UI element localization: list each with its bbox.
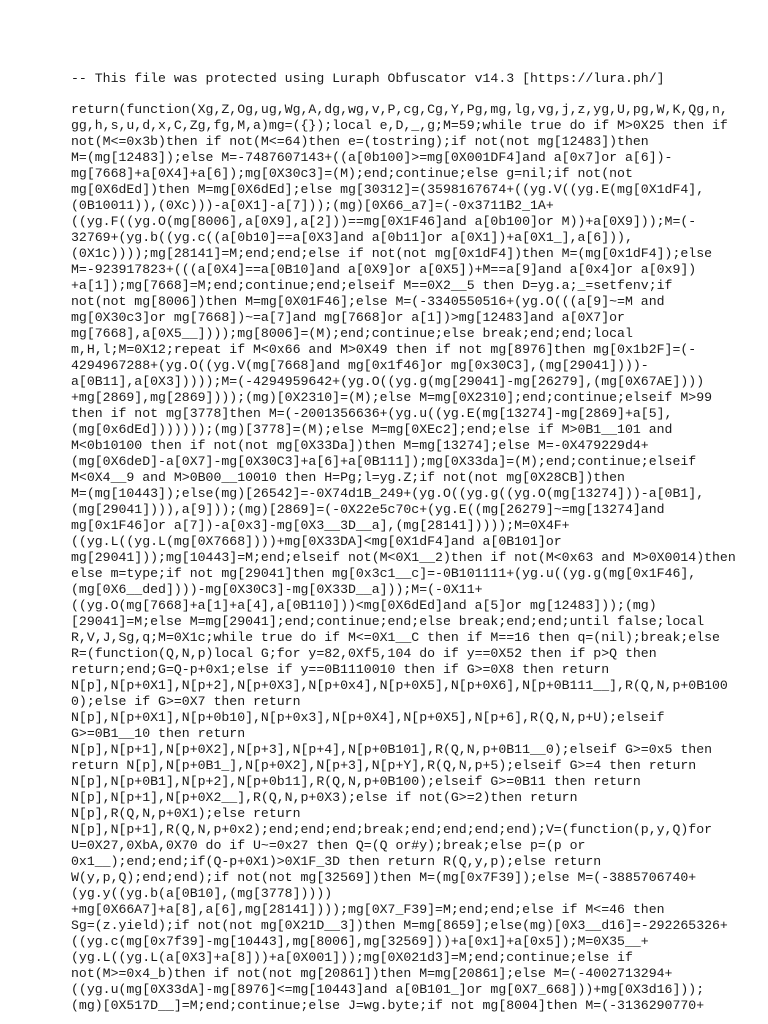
code-line: mg[0X6dEd])then M=mg[0X6dEd];else mg[30312]=(3598167674+((yg.V((yg.E(mg[0X1dF4], [71,182,705,197]
code-line: +mg[2869],mg[2869])));(mg)[0X2310]=(M);else M=mg[0X2310];end;continue;elseif M>99 [71,390,713,405]
code-line: N[p],N[p+0B1],N[p+2],N[p+0b11],R(Q,N,p+0B100);elseif G>=0B11 then return [71,774,641,789]
code-line: (mg[0X6__ded])))-mg[0X30C3]-mg[0X33D__a]));M=(-0X11+ [71,582,483,597]
code-line: mg[29041]));mg[10443]=M;end;elseif not(M<0X1__2)then if not(M<0x63 and M>0X0014)then [71,550,736,565]
code-line: ((yg.c(mg[0x7f39]-mg[10443],mg[8006],mg[32569]))+a[0x1]+a[0x5]);M=0X35__+ [71,934,649,949]
code-line: 4294967288+(yg.O((yg.V(mg[7668]and mg[0x1f46]or mg[0x30C3],(mg[29041])))- [71,358,649,373]
code-line: not(M>=0x4_b)then if not(not mg[20861])then M=mg[20861];else M=(-4002713294+ [71,966,673,981]
header-comment: -- This file was protected using Luraph Obfuscator v14.3 [https://lura.ph/] [71,71,665,86]
code-line: N[p],N[p+1],N[p+0X2__],R(Q,N,p+0X3);else if not(G>=2)then return [71,790,578,805]
code-line: M<0b10100 then if not(not mg[0X33Da])then M=mg[13274];else M=-0X479229d4+ [71,438,649,453]
code-line: M=(mg[12483]);else M=-7487607143+((a[0b100]>=mg[0X001DF4]and a[0x7]or a[6])- [71,150,673,165]
code-line: (mg)[0X517D__]=M;end;continue;else J=wg.byte;if not mg[8004]then M=(-3136290770+ [71,998,705,1013]
code-line: (0B10011)),(0Xc)))-a[0X1]-a[7]));(mg)[0X66_a7]=(-0x3711B2_1A+ [71,198,554,213]
code-line: mg[7668]+a[0X4]+a[6]);mg[0X30c3]=(M);end;continue;else g=nil;if not(not [71,166,633,181]
code-block [71,102,736,1014]
code-line: else m=type;if not mg[29041]then mg[0x3c1__c]=-0B101111+(yg.u((yg.g(mg[0x1F46], [71,566,697,581]
code-line: (yg.y((yg.b(a[0B10],(mg[3778])))) [71,886,333,901]
code-line: R,V,J,Sg,q;M=0X1c;while true do if M<=0X1__C then if M==16 then q=(nil);break;else [71,630,720,645]
code-line: not(M<=0x3b)then if not(M<=64)then e=(tostring);if not(not mg[12483])then [71,134,649,149]
code-line: M=-923917823+(((a[0X4]==a[0B10]and a[0X9]or a[0X5])+M==a[9]and a[0x4]or a[0x9]) [71,262,697,277]
code-line: N[p],N[p+1],R(Q,N,p+0x2);end;end;end;break;end;end;end;end);V=(function(p,y,Q)for [71,822,713,837]
code-line: (yg.L((yg.L(a[0X3]+a[8]))+a[0X001]));mg[0X021d3]=M;end;continue;else if [71,950,633,965]
code-line: mg[0x1F46]or a[7])-a[0x3]-mg[0X3__3D__a],(mg[28141]))));M=0X4F+ [71,518,570,533]
code-line: N[p],N[p+0X1],N[p+2],N[p+0X3],N[p+0x4],N[p+0X5],N[p+0X6],N[p+0B111__],R(Q,N,p+0B100 [71,678,728,693]
code-line: G>=0B1__10 then return [71,726,246,741]
code-line: return;end;G=Q-p+0x1;else if y==0B1110010 then if G>=0X8 then return [71,662,610,677]
code-line: ((yg.L((yg.L(mg[0X7668])))+mg[0X33DA]<mg[0X1dF4]and a[0B101]or [71,534,562,549]
code-line: 0x1__);end;end;if(Q-p+0X1)>0X1F_3D then return R(Q,y,p);else return [71,854,602,869]
code-line: Sg=(z.yield);if not(not mg[0X21D__3])then M=mg[8659];else(mg)[0X3__d16]=-292265326+ [71,918,728,933]
code-line: ((yg.u(mg[0X33dA]-mg[8976]<=mg[10443]and a[0B101_]or mg[0X7_668]))+mg[0X3d16])); [71,982,705,997]
code-line: U=0X27,0XbA,0X70 do if U~=0x27 then Q=(Q or#y);break;else p=(p or [71,838,586,853]
code-line: gg,h,s,u,d,x,C,Zg,fg,M,a)mg=({});local e,D,_,g;M=59;while true do if M>0X25 then if [71,118,728,133]
code-line: M=(mg[10443]);else(mg)[26542]=-0X74d1B_249+(yg.O((yg.g((yg.O(mg[13274]))-a[0B1], [71,486,705,501]
code-line: W(y,p,Q);end;end);if not(not mg[32569])then M=(mg[0x7F39]);else M=(-3885706740+ [71,870,697,885]
code-line: [29041]=M;else M=mg[29041];end;continue;end;else break;end;end;until false;local [71,614,705,629]
code-line: (mg[0x6dEd]))))));(mg)[3778]=(M);else M=mg[0XEc2];end;else if M>0B1__101 and [71,422,673,437]
code-line: mg[7668],a[0X5__])));mg[8006]=(M);end;continue;else break;end;end;local [71,326,633,341]
code-line: R=(function(Q,N,p)local G;for y=82,0Xf5,104 do if y==0X52 then if p>Q then [71,646,657,661]
code-line: ((yg.O(mg[7668]+a[1]+a[4],a[0B110]))<mg[0X6dEd]and a[5]or mg[12483]));(mg) [71,598,657,613]
code-line: M<0X4__9 and M>0B00__10010 then H=Pg;l=yg.Z;if not(not mg[0X28CB])then [71,470,625,485]
code-line: return(function(Xg,Z,Og,ug,Wg,A,dg,wg,v,P,cg,Cg,Y,Pg,mg,lg,vg,j,z,yg,U,pg,W,K,Qg,n, [71,102,728,117]
code-line: (0X1c))));mg[28141]=M;end;end;else if not(not mg[0x1dF4])then M=(mg[0x1dF4]);else [71,246,713,261]
code-line: not(not mg[8006])then M=mg[0X01F46];else M=(-3340550516+(yg.O(((a[9]~=M and [71,294,665,309]
code-line: +mg[0X66A7]+a[8],a[6],mg[28141])));mg[0X7_F39]=M;end;end;else if M<=46 then [71,902,665,917]
code-line: ((yg.F((yg.O(mg[8006],a[0X9],a[2]))==mg[0X1F46]and a[0b100]or M))+a[0X9]));M=(- [71,214,697,229]
code-line: 32769+(yg.b((yg.c((a[0b10]==a[0X3]and a[0b11]or a[0X1])+a[0X1_],a[6])), [71,230,633,245]
code-line: N[p],N[p+1],N[p+0X2],N[p+3],N[p+4],N[p+0B101],R(Q,N,p+0B11__0);elseif G>=0x5 then [71,742,713,757]
code-line: N[p],N[p+0X1],N[p+0b10],N[p+0x3],N[p+0X4],N[p+0X5],N[p+6],R(Q,N,p+U);elseif [71,710,665,725]
code-line: return N[p],N[p+0B1_],N[p+0X2],N[p+3],N[p+Y],R(Q,N,p+5);elseif G>=4 then return [71,758,697,773]
code-line: N[p],R(Q,N,p+0X1);else return [71,806,301,821]
code-line: (mg[0X6deD]-a[0X7]-mg[0X30C3]+a[6]+a[0B111]);mg[0X33da]=(M);end;continue;elseif [71,454,697,469]
code-line: a[0B11],a[0X3]))));M=(-4294959642+(yg.O((yg.g(mg[29041]-mg[26279],(mg[0X67AE]))) [71,374,705,389]
code-line: (mg[29041]))),a[9]));(mg)[2869]=(-0X22e5c70c+(yg.E((mg[26279]~=mg[13274]and [71,502,665,517]
code-line: m,H,l;M=0X12;repeat if M<0x66 and M>0X49 then if not mg[8976]then mg[0x1b2F]=(- [71,342,697,357]
code-line: then if not mg[3778]then M=(-2001356636+(yg.u((yg.E(mg[13274]-mg[2869]+a[5], [71,406,673,421]
code-line: +a[1]);mg[7668]=M;end;continue;end;elseif M==0X2__5 then D=yg.a;_=setfenv;if [71,278,673,293]
code-line: 0);else if G>=0X7 then return [71,694,301,709]
code-line: mg[0X30c3]or mg[7668])~=a[7]and mg[7668]or a[1])>mg[12483]and a[0X7]or [71,310,625,325]
